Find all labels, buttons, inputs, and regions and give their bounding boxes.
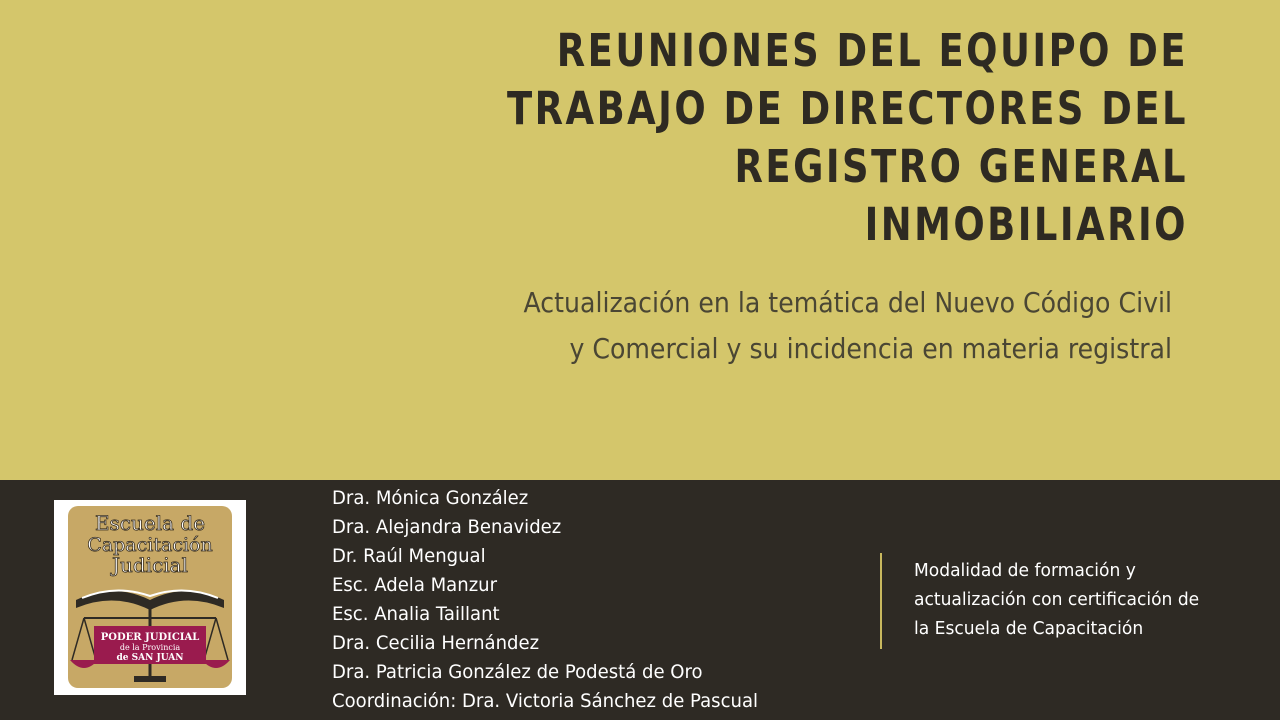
title-line: REUNIONES DEL EQUIPO DE	[556, 24, 1188, 77]
slide-title	[450, 22, 1188, 254]
note-line: la Escuela de Capacitación	[914, 618, 1144, 639]
participant-name: Esc. Adela Manzur	[332, 574, 498, 596]
participant-name: Dra. Alejandra Benavidez	[332, 516, 562, 538]
participant-name: Esc. Analia Taillant	[332, 603, 500, 625]
slide-subtitle	[362, 280, 1172, 372]
logo-band-line: de SAN JUAN	[116, 653, 184, 663]
logo-text-line: Judicial	[111, 553, 189, 577]
participant-name: Coordinación: Dra. Victoria Sánchez de Pascual	[332, 690, 759, 712]
participants-list	[332, 484, 780, 716]
logo-text-line: Capacitación	[87, 534, 213, 556]
subtitle-line: y Comercial y su incidencia en materia registral	[569, 332, 1172, 365]
participant-name: Dra. Cecilia Hernández	[332, 632, 540, 654]
participant-name: Dr. Raúl Mengual	[332, 545, 486, 567]
certification-note	[914, 556, 1237, 643]
subtitle-line: Actualización en la temática del Nuevo Código Civil	[523, 286, 1172, 319]
logo-graphic	[54, 500, 246, 695]
logo-text-line: Escuela de	[94, 511, 206, 535]
title-line: INMOBILIARIO	[864, 198, 1188, 251]
vertical-divider	[880, 553, 882, 649]
title-line: REGISTRO GENERAL	[734, 140, 1188, 193]
note-line: actualización con certificación de	[914, 589, 1200, 610]
participant-name: Dra. Mónica González	[332, 487, 529, 509]
note-line: Modalidad de formación y	[914, 560, 1136, 581]
escuela-logo	[54, 500, 246, 695]
title-line: TRABAJO DE DIRECTORES DEL	[507, 82, 1188, 135]
logo-band-line: PODER JUDICIAL	[100, 632, 200, 643]
logo-band-line: de la Provincia	[119, 643, 181, 652]
participant-name: Dra. Patricia González de Podestá de Oro	[332, 661, 703, 683]
